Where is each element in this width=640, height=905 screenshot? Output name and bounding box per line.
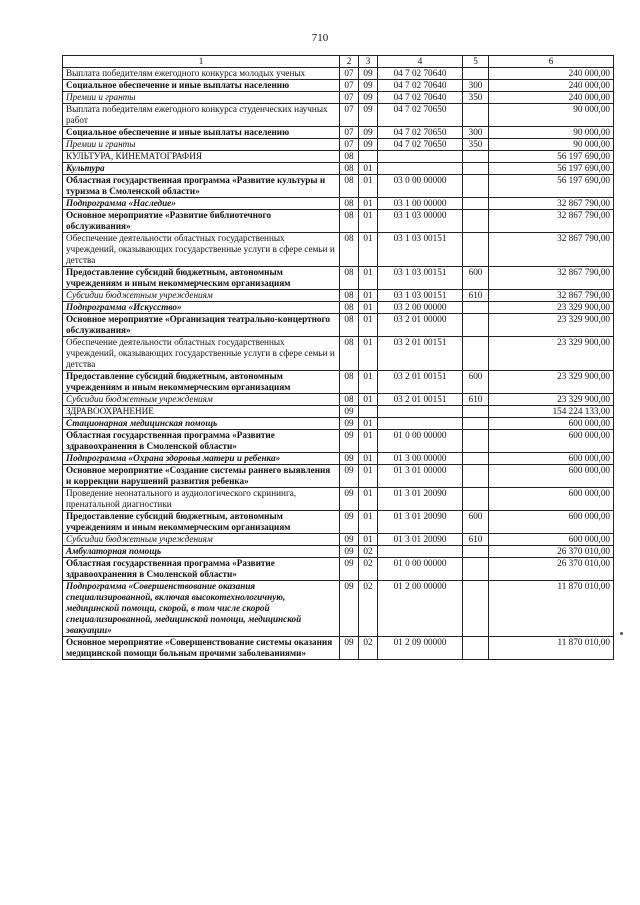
subsection-code-cell: 09	[359, 68, 378, 80]
expense-type-cell: 600	[463, 511, 489, 534]
section-code-cell: 08	[340, 198, 359, 210]
expense-type-cell	[463, 546, 489, 558]
amount-cell: 600 000,00	[489, 453, 614, 465]
section-code-cell: 08	[340, 175, 359, 198]
amount-cell: 240 000,00	[489, 92, 614, 104]
section-code-cell: 08	[340, 233, 359, 267]
section-code-cell: 07	[340, 80, 359, 92]
subsection-code-cell: 01	[359, 175, 378, 198]
target-item-cell: 01 2 09 00000	[378, 637, 463, 660]
amount-cell: 23 329 900,00	[489, 302, 614, 314]
target-item-cell: 03 2 01 00151	[378, 371, 463, 394]
target-item-cell: 01 0 00 00000	[378, 430, 463, 453]
subsection-code-cell: 01	[359, 465, 378, 488]
table-row	[63, 558, 614, 581]
table-row	[63, 198, 614, 210]
subsection-code-cell: 02	[359, 637, 378, 660]
expense-type-cell: 350	[463, 139, 489, 151]
amount-cell: 32 867 790,00	[489, 233, 614, 267]
header-cell: 6	[489, 56, 614, 68]
amount-cell: 154 224 133,00	[489, 406, 614, 418]
amount-cell: 600 000,00	[489, 430, 614, 453]
subsection-code-cell	[359, 406, 378, 418]
target-item-cell: 03 1 00 00000	[378, 198, 463, 210]
row-name-cell: Основное мероприятие «Развитие библиотечного обслуживания»	[63, 210, 340, 233]
target-item-cell	[378, 406, 463, 418]
section-code-cell: 09	[340, 418, 359, 430]
subsection-code-cell: 09	[359, 80, 378, 92]
row-name-cell: Проведение неонатального и аудиологического скрининга, пренатальной диагностики	[63, 488, 340, 511]
target-item-cell: 04 7 02 70640	[378, 80, 463, 92]
row-name-cell: Субсидии бюджетным учреждениям	[63, 394, 340, 406]
target-item-cell: 01 3 01 20090	[378, 511, 463, 534]
amount-cell: 32 867 790,00	[489, 198, 614, 210]
scan-dot	[620, 632, 623, 635]
section-code-cell: 07	[340, 139, 359, 151]
amount-cell: 11 870 010,00	[489, 581, 614, 637]
expense-type-cell	[463, 314, 489, 337]
amount-cell: 23 329 900,00	[489, 337, 614, 371]
expense-type-cell	[463, 233, 489, 267]
section-code-cell: 07	[340, 127, 359, 139]
subsection-code-cell: 09	[359, 92, 378, 104]
expense-type-cell	[463, 302, 489, 314]
row-name-cell: Предоставление субсидий бюджетным, автономным учреждениям и иным некоммерческим организациям	[63, 267, 340, 290]
amount-cell: 600 000,00	[489, 511, 614, 534]
row-name-cell: Выплата победителям ежегодного конкурса студенческих научных работ	[63, 104, 340, 127]
table-header-row	[63, 56, 614, 68]
table-row	[63, 302, 614, 314]
row-name-cell: ЗДРАВООХРАНЕНИЕ	[63, 406, 340, 418]
expense-type-cell	[463, 406, 489, 418]
subsection-code-cell: 02	[359, 581, 378, 637]
section-code-cell: 09	[340, 488, 359, 511]
expense-type-cell: 610	[463, 534, 489, 546]
amount-cell: 600 000,00	[489, 534, 614, 546]
row-name-cell: Культура	[63, 163, 340, 175]
target-item-cell: 03 2 01 00151	[378, 337, 463, 371]
target-item-cell: 03 1 03 00151	[378, 233, 463, 267]
table-row	[63, 314, 614, 337]
expense-type-cell	[463, 104, 489, 127]
subsection-code-cell: 09	[359, 104, 378, 127]
table-row	[63, 511, 614, 534]
row-name-cell: Подпрограмма «Наследие»	[63, 198, 340, 210]
expense-type-cell	[463, 151, 489, 163]
amount-cell: 240 000,00	[489, 80, 614, 92]
amount-cell: 23 329 900,00	[489, 394, 614, 406]
table-row	[63, 394, 614, 406]
amount-cell: 600 000,00	[489, 465, 614, 488]
row-name-cell: Социальное обеспечение и иные выплаты населению	[63, 80, 340, 92]
subsection-code-cell: 01	[359, 198, 378, 210]
amount-cell: 90 000,00	[489, 127, 614, 139]
target-item-cell: 01 3 01 20090	[378, 534, 463, 546]
amount-cell: 23 329 900,00	[489, 371, 614, 394]
section-code-cell: 07	[340, 104, 359, 127]
table-row	[63, 637, 614, 660]
row-name-cell: Обеспечение деятельности областных государственных учреждений, оказывающих государственные услуги в сфере семьи и детства	[63, 233, 340, 267]
table-row	[63, 488, 614, 511]
row-name-cell: Областная государственная программа «Развитие здравоохранения в Смоленской области»	[63, 558, 340, 581]
expense-type-cell	[463, 198, 489, 210]
expense-type-cell: 350	[463, 92, 489, 104]
section-code-cell: 08	[340, 314, 359, 337]
amount-cell: 90 000,00	[489, 139, 614, 151]
subsection-code-cell: 01	[359, 210, 378, 233]
table-row	[63, 151, 614, 163]
amount-cell: 56 197 690,00	[489, 163, 614, 175]
target-item-cell: 03 2 01 00151	[378, 394, 463, 406]
target-item-cell: 01 3 00 00000	[378, 453, 463, 465]
amount-cell: 600 000,00	[489, 418, 614, 430]
table-row	[63, 68, 614, 80]
row-name-cell: Предоставление субсидий бюджетным, автономным учреждениям и иным некоммерческим организациям	[63, 371, 340, 394]
section-code-cell: 08	[340, 337, 359, 371]
expense-type-cell	[463, 418, 489, 430]
section-code-cell: 09	[340, 453, 359, 465]
subsection-code-cell: 01	[359, 371, 378, 394]
expense-type-cell	[463, 637, 489, 660]
row-name-cell: Областная государственная программа «Развитие здравоохранения в Смоленской области»	[63, 430, 340, 453]
target-item-cell: 04 7 02 70650	[378, 127, 463, 139]
table-row	[63, 337, 614, 371]
target-item-cell: 04 7 02 70640	[378, 68, 463, 80]
target-item-cell: 01 2 00 00000	[378, 581, 463, 637]
subsection-code-cell: 01	[359, 511, 378, 534]
target-item-cell: 03 2 00 00000	[378, 302, 463, 314]
section-code-cell: 08	[340, 267, 359, 290]
subsection-code-cell: 01	[359, 534, 378, 546]
table-row	[63, 92, 614, 104]
subsection-code-cell: 01	[359, 233, 378, 267]
table-row	[63, 210, 614, 233]
subsection-code-cell	[359, 151, 378, 163]
amount-cell: 90 000,00	[489, 104, 614, 127]
subsection-code-cell: 01	[359, 453, 378, 465]
target-item-cell: 01 3 01 00000	[378, 465, 463, 488]
budget-table	[62, 55, 614, 660]
amount-cell: 32 867 790,00	[489, 210, 614, 233]
table-row	[63, 163, 614, 175]
subsection-code-cell: 09	[359, 139, 378, 151]
target-item-cell: 03 1 03 00000	[378, 210, 463, 233]
table-row	[63, 290, 614, 302]
page-number: 710	[311, 32, 329, 44]
section-code-cell: 09	[340, 534, 359, 546]
row-name-cell: КУЛЬТУРА, КИНЕМАТОГРАФИЯ	[63, 151, 340, 163]
expense-type-cell: 300	[463, 80, 489, 92]
section-code-cell: 08	[340, 290, 359, 302]
subsection-code-cell: 01	[359, 394, 378, 406]
table-row	[63, 406, 614, 418]
table-row	[63, 546, 614, 558]
table-row	[63, 453, 614, 465]
header-cell: 2	[340, 56, 359, 68]
table-row	[63, 139, 614, 151]
subsection-code-cell: 01	[359, 314, 378, 337]
section-code-cell: 08	[340, 151, 359, 163]
section-code-cell: 08	[340, 371, 359, 394]
subsection-code-cell: 09	[359, 127, 378, 139]
expense-type-cell	[463, 430, 489, 453]
expense-type-cell	[463, 465, 489, 488]
section-code-cell: 09	[340, 546, 359, 558]
subsection-code-cell: 01	[359, 488, 378, 511]
row-name-cell: Подпрограмма «Искусство»	[63, 302, 340, 314]
expense-type-cell: 300	[463, 127, 489, 139]
table-row	[63, 233, 614, 267]
section-code-cell: 09	[340, 465, 359, 488]
section-code-cell: 07	[340, 68, 359, 80]
row-name-cell: Областная государственная программа «Развитие культуры и туризма в Смоленской области»	[63, 175, 340, 198]
table-row	[63, 267, 614, 290]
expense-type-cell: 610	[463, 394, 489, 406]
section-code-cell: 09	[340, 511, 359, 534]
section-code-cell: 08	[340, 163, 359, 175]
section-code-cell: 09	[340, 406, 359, 418]
header-cell: 5	[463, 56, 489, 68]
section-code-cell: 09	[340, 637, 359, 660]
table-row	[63, 418, 614, 430]
subsection-code-cell: 01	[359, 337, 378, 371]
section-code-cell: 08	[340, 210, 359, 233]
table-row	[63, 371, 614, 394]
target-item-cell: 03 2 01 00000	[378, 314, 463, 337]
section-code-cell: 09	[340, 558, 359, 581]
target-item-cell	[378, 163, 463, 175]
subsection-code-cell: 01	[359, 267, 378, 290]
target-item-cell: 01 3 01 20090	[378, 488, 463, 511]
target-item-cell: 04 7 02 70640	[378, 92, 463, 104]
subsection-code-cell: 01	[359, 163, 378, 175]
subsection-code-cell: 02	[359, 546, 378, 558]
row-name-cell: Премии и гранты	[63, 139, 340, 151]
amount-cell: 11 870 010,00	[489, 637, 614, 660]
subsection-code-cell: 01	[359, 290, 378, 302]
target-item-cell: 04 7 02 70650	[378, 139, 463, 151]
row-name-cell: Социальное обеспечение и иные выплаты населению	[63, 127, 340, 139]
row-name-cell: Субсидии бюджетным учреждениям	[63, 290, 340, 302]
section-code-cell: 08	[340, 394, 359, 406]
amount-cell: 26 370 010,00	[489, 546, 614, 558]
expense-type-cell: 600	[463, 371, 489, 394]
row-name-cell: Основное мероприятие «Организация театрально-концертного обслуживания»	[63, 314, 340, 337]
expense-type-cell	[463, 337, 489, 371]
target-item-cell: 04 7 02 70650	[378, 104, 463, 127]
expense-type-cell: 610	[463, 290, 489, 302]
row-name-cell: Премии и гранты	[63, 92, 340, 104]
amount-cell: 56 197 690,00	[489, 175, 614, 198]
table-row	[63, 581, 614, 637]
subsection-code-cell: 01	[359, 430, 378, 453]
table-row	[63, 430, 614, 453]
target-item-cell	[378, 151, 463, 163]
expense-type-cell	[463, 210, 489, 233]
section-code-cell: 07	[340, 92, 359, 104]
table-row	[63, 465, 614, 488]
expense-type-cell	[463, 453, 489, 465]
row-name-cell: Подпрограмма «Охрана здоровья матери и ребенка»	[63, 453, 340, 465]
expense-type-cell	[463, 175, 489, 198]
amount-cell: 56 197 690,00	[489, 151, 614, 163]
expense-type-cell	[463, 68, 489, 80]
target-item-cell: 03 1 03 00151	[378, 290, 463, 302]
row-name-cell: Основное мероприятие «Создание системы раннего выявления и коррекции нарушений развития ребенка»	[63, 465, 340, 488]
target-item-cell	[378, 418, 463, 430]
row-name-cell: Субсидии бюджетным учреждениям	[63, 534, 340, 546]
header-cell: 4	[378, 56, 463, 68]
row-name-cell: Амбулаторная помощь	[63, 546, 340, 558]
table-row	[63, 104, 614, 127]
amount-cell: 32 867 790,00	[489, 290, 614, 302]
section-code-cell: 08	[340, 302, 359, 314]
amount-cell: 600 000,00	[489, 488, 614, 511]
expense-type-cell	[463, 581, 489, 637]
target-item-cell: 03 1 03 00151	[378, 267, 463, 290]
row-name-cell: Предоставление субсидий бюджетным, автономным учреждениям и иным некоммерческим организациям	[63, 511, 340, 534]
section-code-cell: 09	[340, 581, 359, 637]
expense-type-cell	[463, 558, 489, 581]
table-row	[63, 80, 614, 92]
expense-type-cell	[463, 488, 489, 511]
expense-type-cell: 600	[463, 267, 489, 290]
subsection-code-cell: 01	[359, 302, 378, 314]
row-name-cell: Основное мероприятие «Совершенствование системы оказания медицинской помощи больным прочими заболеваниями»	[63, 637, 340, 660]
target-item-cell: 03 0 00 00000	[378, 175, 463, 198]
row-name-cell: Подпрограмма «Совершенствование оказания специализированной, включая высокотехнологичную, медицинской помощи, скорой, в том числе скорой специализированной, медицинской помощи, медицинской эвакуации»	[63, 581, 340, 637]
target-item-cell	[378, 546, 463, 558]
section-code-cell: 09	[340, 430, 359, 453]
row-name-cell: Стационарная медицинская помощь	[63, 418, 340, 430]
subsection-code-cell: 02	[359, 558, 378, 581]
table-row	[63, 127, 614, 139]
row-name-cell: Обеспечение деятельности областных государственных учреждений, оказывающих государственные услуги в сфере семьи и детства	[63, 337, 340, 371]
amount-cell: 32 867 790,00	[489, 267, 614, 290]
header-cell: 3	[359, 56, 378, 68]
subsection-code-cell: 01	[359, 418, 378, 430]
table-row	[63, 534, 614, 546]
expense-type-cell	[463, 163, 489, 175]
target-item-cell: 01 0 00 00000	[378, 558, 463, 581]
row-name-cell: Выплата победителям ежегодного конкурса молодых ученых	[63, 68, 340, 80]
header-cell: 1	[63, 56, 340, 68]
amount-cell: 23 329 900,00	[489, 314, 614, 337]
amount-cell: 240 000,00	[489, 68, 614, 80]
table-row	[63, 175, 614, 198]
amount-cell: 26 370 010,00	[489, 558, 614, 581]
